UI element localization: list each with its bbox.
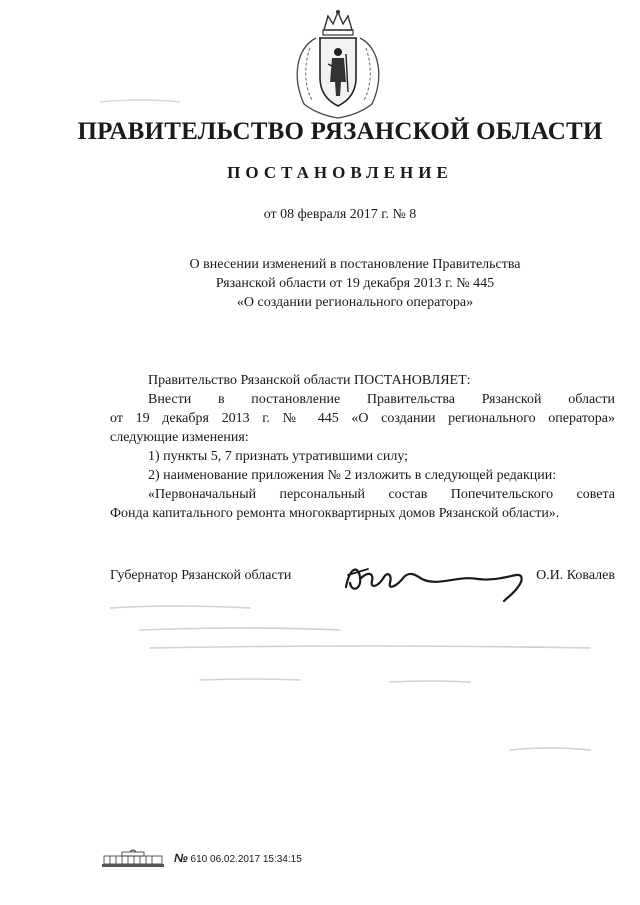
handwritten-signature: [338, 557, 528, 602]
body-paragraph: следующие изменения:: [110, 430, 249, 445]
body-paragraph: Правительство Рязанской области ПОСТАНОВЛЯЕТ:: [148, 373, 471, 388]
subject-line: «О создании регионального оператора»: [236, 295, 474, 310]
body-paragraph: Фонда капитального ремонта многоквартирных домов Рязанской области».: [110, 506, 560, 521]
registration-number-date: 610 06.02.2017 15:34:15: [190, 854, 302, 865]
building-logo-icon: [100, 848, 166, 868]
signatory-name: О.И. Ковалев: [536, 568, 615, 583]
signature-block: [110, 565, 620, 605]
list-item: 1) пункты 5, 7 признать утратившими силу;: [148, 449, 409, 464]
scan-bleed-through: [110, 600, 620, 760]
document-body: [110, 371, 615, 523]
document-subject: [150, 255, 560, 312]
coat-of-arms-icon: [286, 8, 390, 120]
list-item: 2) наименование приложения № 2 изложить в следующей редакции:: [148, 468, 557, 483]
subject-line: О внесении изменений в постановление Правительства: [189, 257, 521, 272]
document-date: от 08 февраля 2017 г. № 8: [263, 207, 417, 222]
body-paragraph: «Первоначальный персональный состав Попечительского совета: [148, 487, 615, 502]
number-sign: №: [174, 851, 188, 865]
subject-line: Рязанской области от 19 декабря 2013 г. № 445: [215, 276, 495, 291]
body-paragraph: от 19 декабря 2013 г. № 445 «О создании регионального оператора»: [110, 411, 615, 426]
organization-title: ПРАВИТЕЛЬСТВО РЯЗАНСКОЙ ОБЛАСТИ: [77, 118, 603, 145]
document-type: ПОСТАНОВЛЕНИЕ: [227, 163, 453, 182]
registration-stamp: [174, 851, 302, 865]
scan-bleed-through: [100, 95, 180, 109]
registration-footer: [100, 848, 420, 870]
signatory-title: Губернатор Рязанской области: [110, 568, 292, 583]
body-paragraph: Внести в постановление Правительства Рязанской области: [148, 392, 615, 407]
